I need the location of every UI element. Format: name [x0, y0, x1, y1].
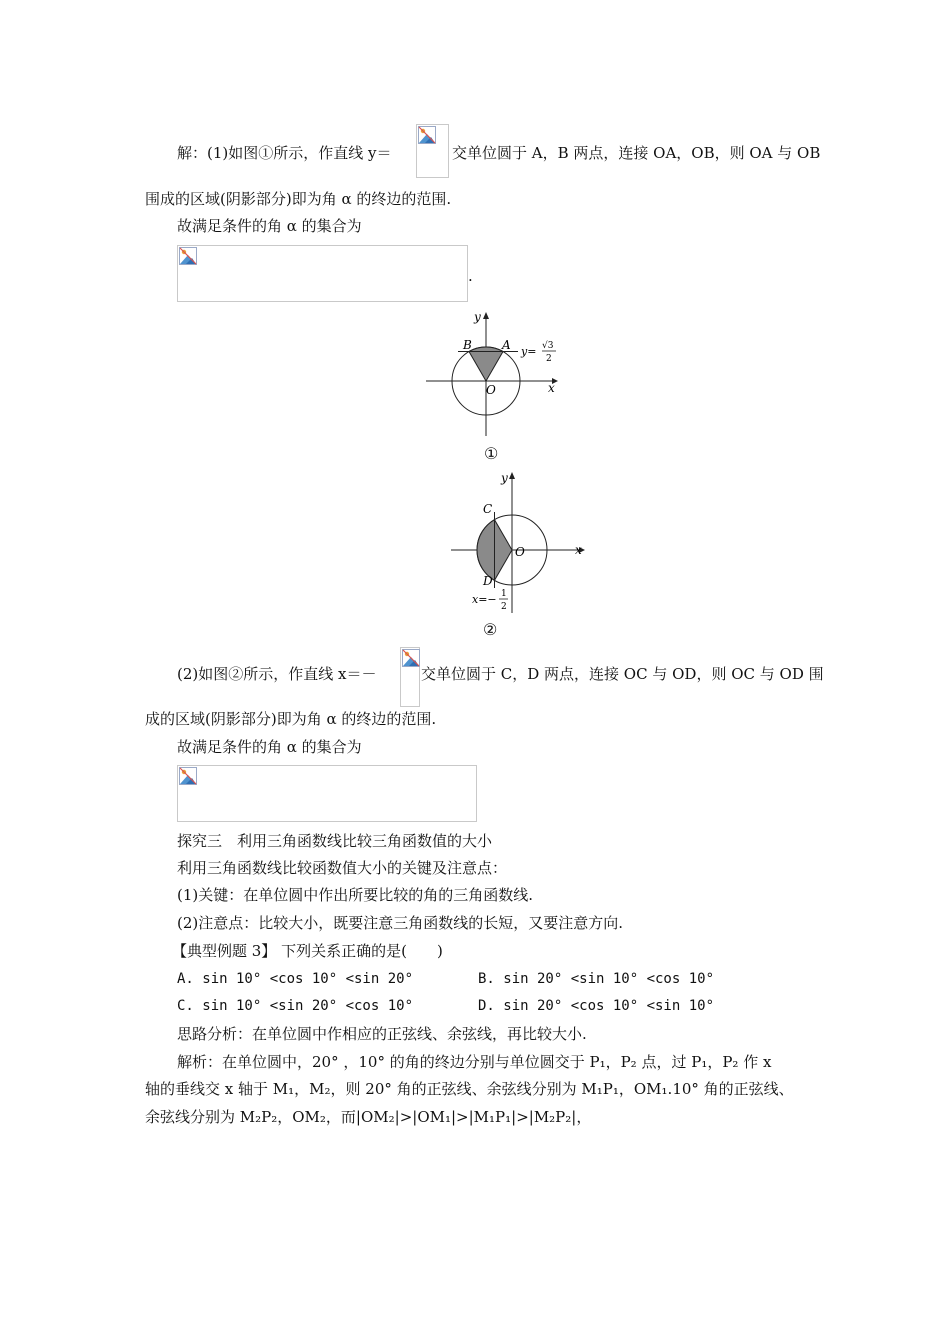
solution-part1-text: 解：(1)如图①所示，作直线 y＝ [177, 144, 392, 162]
broken-image-icon [179, 247, 197, 265]
solution-part1-text-cont: 交单位圆于 A，B 两点，连接 OA，OB，则 OA 与 OB [452, 144, 821, 162]
point-a-label: A [502, 338, 511, 352]
shaded-sector [469, 347, 503, 381]
point-c-label: C [483, 502, 493, 516]
figure-2-label: ② [483, 620, 498, 639]
set-intro-1: 故满足条件的角 α 的集合为 [177, 217, 362, 235]
fraction-numerator: 1 [501, 589, 507, 599]
solution-part2-text-line2: 成的区域(阴影部分)即为角 α 的终边的范围. [145, 710, 437, 728]
section-point-1: (1)关键：在单位圆中作出所要比较的角的三角函数线. [177, 886, 534, 904]
fraction-denominator: 2 [546, 354, 552, 364]
figure-1-label: ① [484, 444, 499, 463]
solution-part2-text-cont: 交单位圆于 C，D 两点，连接 OC 与 OD，则 OC 与 OD 围 [421, 665, 824, 683]
fraction-denominator: 2 [501, 602, 507, 612]
set-formula-placeholder-2 [177, 765, 477, 822]
example-question: 下列关系正确的是( ) [281, 942, 443, 960]
broken-image-icon [418, 126, 436, 144]
figure-2-unit-circle [445, 468, 595, 618]
solution-part2-text: (2)如图②所示，作直线 x＝－ [177, 665, 377, 683]
period-mark: . [468, 267, 473, 285]
y-axis-label: y [474, 310, 481, 324]
line-equation-label: y= [521, 345, 537, 358]
set-intro-2: 故满足条件的角 α 的集合为 [177, 738, 362, 756]
example-tag: 【典型例题 3】 [172, 942, 277, 960]
x-axis-label: x [575, 543, 582, 557]
figure-1-unit-circle [420, 308, 570, 438]
solution-line-3: 余弦线分别为 M₂P₂，OM₂，而|OM₂|>|OM₁|>|M₁P₁|>|M₂P₂|， [145, 1108, 592, 1126]
origin-label: O [515, 545, 525, 559]
analysis-text: 思路分析：在单位圆中作相应的正弦线、余弦线，再比较大小. [177, 1025, 587, 1043]
y-axis-label: y [501, 471, 508, 485]
point-d-label: D [483, 574, 493, 588]
solution-line-2: 轴的垂线交 x 轴于 M₁，M₂，则 20° 角的正弦线、余弦线分别为 M₁P₁，OM₁.10° 角的正弦线、 [145, 1080, 794, 1098]
example-header [172, 941, 443, 961]
option-c: C. sin 10° <sin 20° <cos 10° [177, 998, 414, 1014]
formula-image-placeholder [416, 124, 449, 178]
set-formula-placeholder-1 [177, 245, 468, 302]
option-d: D. sin 20° <cos 10° <sin 10° [478, 998, 715, 1014]
option-a: A. sin 10° <cos 10° <sin 20° [177, 971, 414, 987]
section-title: 探究三 利用三角函数线比较三角函数值的大小 [177, 832, 493, 850]
solution-line-1: 解析：在单位圆中，20° ，10° 的角的终边分别与单位圆交于 P₁，P₂ 点，过 P₁，P₂ 作 x [177, 1053, 772, 1071]
section-point-2: (2)注意点：比较大小，既要注意三角函数线的长短，又要注意方向. [177, 914, 624, 932]
broken-image-icon [402, 649, 420, 667]
option-b: B. sin 20° <sin 10° <cos 10° [478, 971, 715, 987]
line-equation-label: x=− [472, 593, 497, 606]
x-axis-label: x [548, 381, 555, 395]
origin-label: O [486, 383, 496, 397]
formula-image-placeholder [400, 647, 420, 707]
broken-image-icon [179, 767, 197, 785]
solution-part1-text-line2: 围成的区域(阴影部分)即为角 α 的终边的范围. [145, 190, 452, 208]
fraction-numerator: √3 [542, 341, 554, 351]
section-intro: 利用三角函数线比较函数值大小的关键及注意点： [177, 859, 508, 877]
point-b-label: B [463, 338, 472, 352]
